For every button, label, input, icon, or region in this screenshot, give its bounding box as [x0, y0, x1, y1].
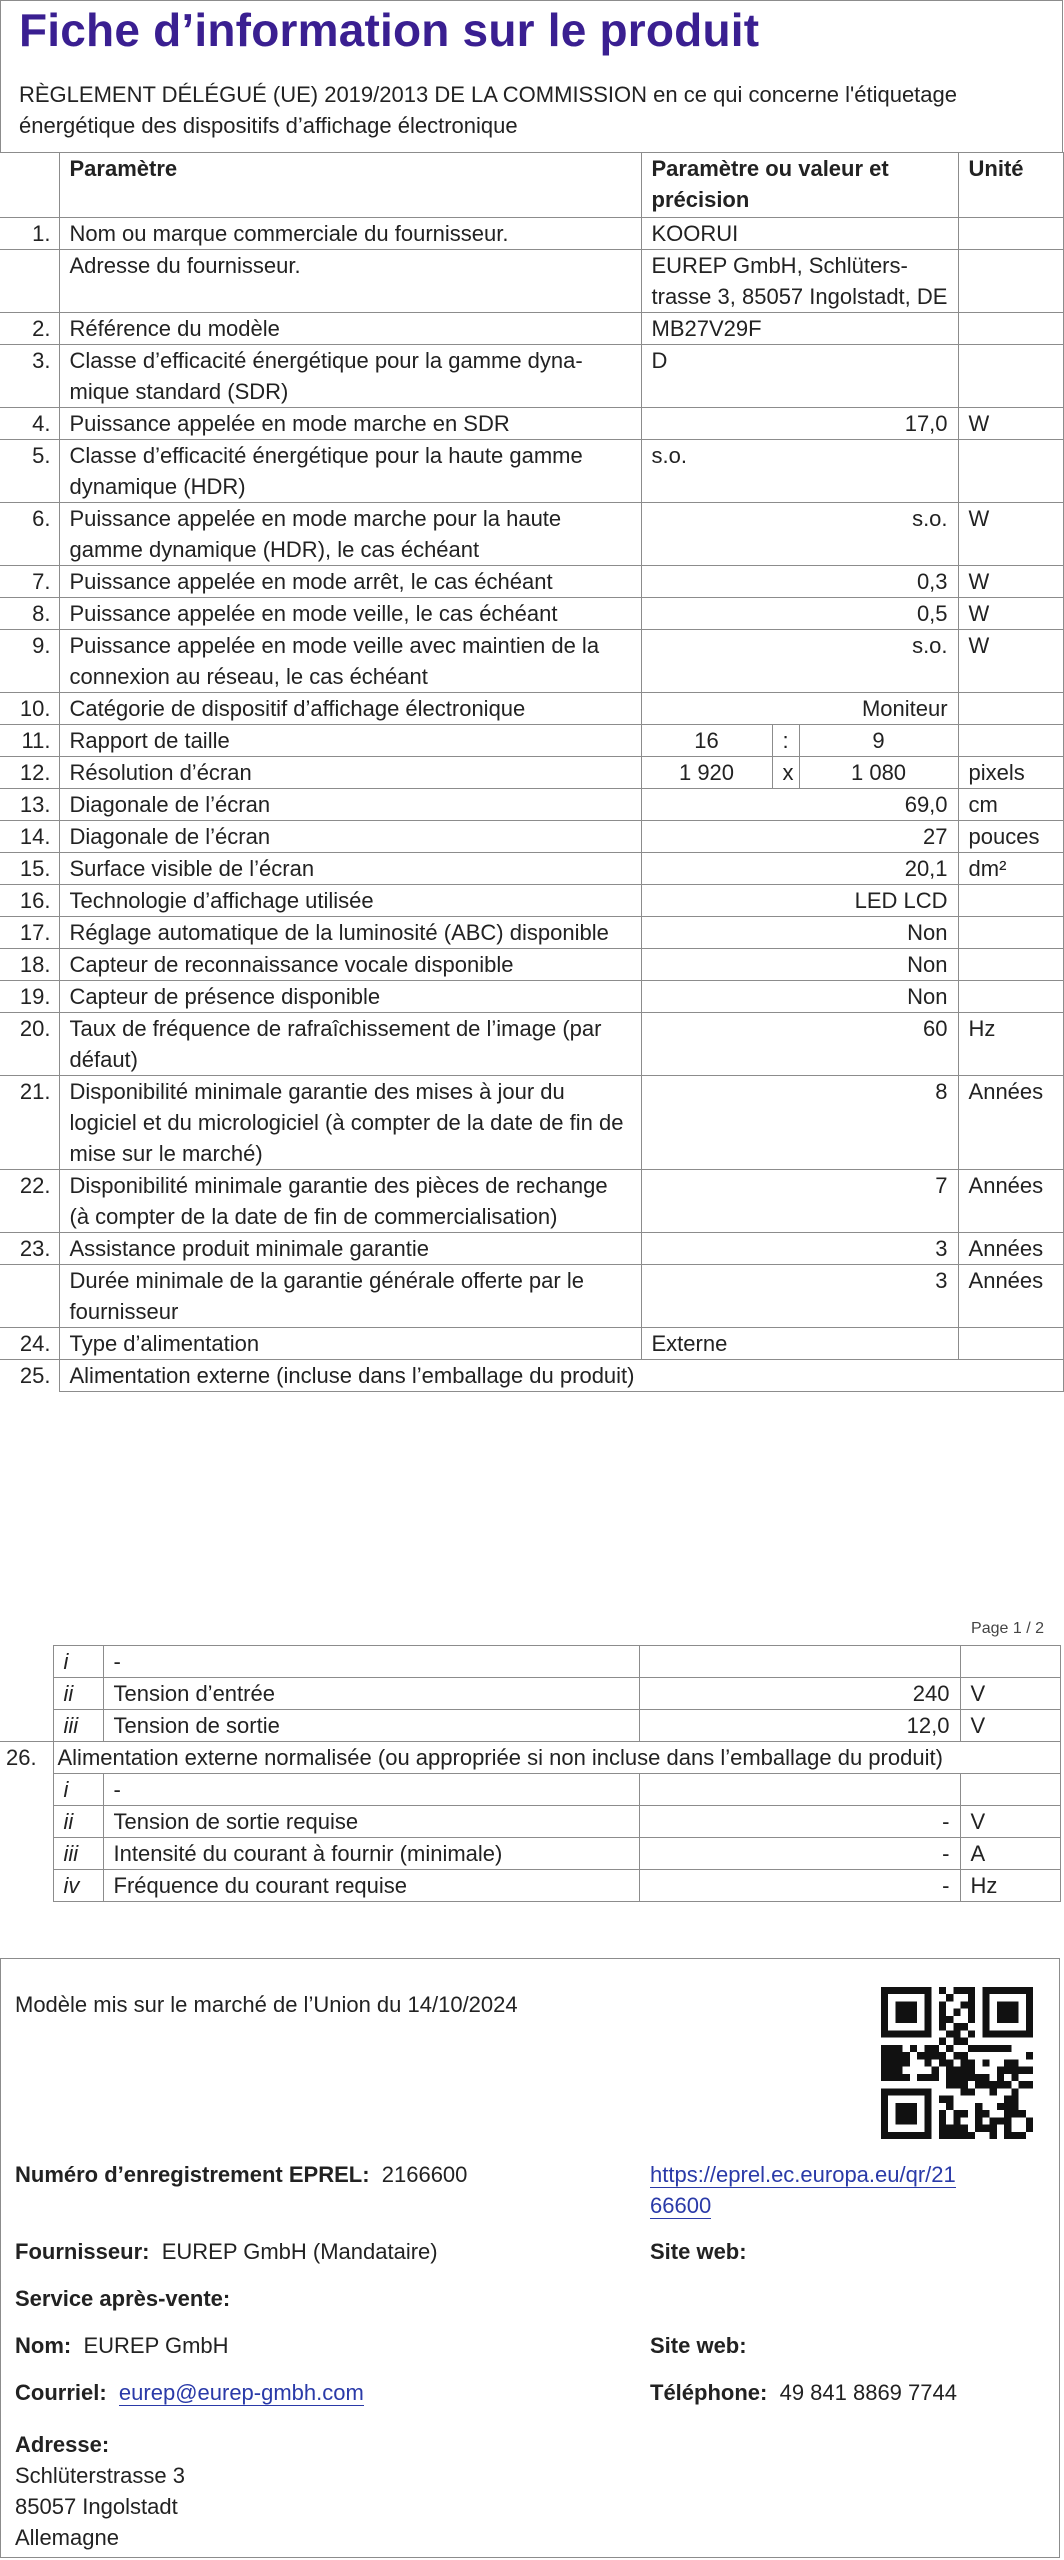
- table-row: [0, 345, 1063, 408]
- row-number: 9.: [0, 630, 59, 693]
- qr-code[interactable]: [881, 1987, 1033, 2139]
- market-date: Modèle mis sur le marché de l’Union du 14/10/2024: [15, 1992, 518, 2017]
- psu-subindex: ii: [53, 1806, 103, 1838]
- row-unit: [958, 440, 1063, 503]
- psu-param: -: [103, 1646, 639, 1678]
- row-number: 1.: [0, 218, 59, 250]
- psu-indent: [0, 1838, 53, 1870]
- row-param: Assistance produit minimale garantie: [59, 1233, 641, 1265]
- table-row: [0, 630, 1063, 693]
- header-unit: Unité: [958, 153, 1063, 218]
- row-number: 13.: [0, 789, 59, 821]
- row-unit: Années: [958, 1233, 1063, 1265]
- psu-value: -: [639, 1870, 960, 1902]
- psu-subindex: iii: [53, 1838, 103, 1870]
- row-unit: [958, 725, 1063, 757]
- row-number: 6.: [0, 503, 59, 566]
- psu-indent: [0, 1870, 53, 1902]
- row-number: 8.: [0, 598, 59, 630]
- email-line: [15, 2377, 364, 2408]
- row-number: 5.: [0, 440, 59, 503]
- service-heading: [15, 2283, 230, 2314]
- eprel-link-line-2[interactable]: 66600: [650, 2193, 712, 2218]
- psu-value: -: [639, 1806, 960, 1838]
- table-row: [0, 949, 1063, 981]
- psu-row: [0, 1678, 1060, 1710]
- row-unit: dm²: [958, 853, 1063, 885]
- row-param: Diagonale de l’écran: [59, 789, 641, 821]
- row-param: Classe d’efficacité énergétique pour la haute gamme dynamique (HDR): [59, 440, 641, 503]
- address-line-2: 85057 Ingolstadt: [15, 2494, 178, 2519]
- phone-value: 49 841 8869 7744: [779, 2380, 957, 2405]
- row-param: Puissance appelée en mode veille avec maintien de la connexion au réseau, le cas échéant: [59, 630, 641, 693]
- row-param: Puissance appelée en mode veille, le cas échéant: [59, 598, 641, 630]
- row-number: 26.: [0, 1742, 53, 1774]
- row-unit: [958, 885, 1063, 917]
- table-row: [0, 440, 1063, 503]
- page-number: Page 1 / 2: [971, 1620, 1044, 1637]
- row-unit: [958, 693, 1063, 725]
- table-row: [0, 1170, 1063, 1233]
- row-unit: [958, 250, 1063, 313]
- row-unit: [958, 218, 1063, 250]
- row-number: 25.: [0, 1360, 59, 1392]
- row-value: 7: [641, 1170, 958, 1233]
- row-param: Disponibilité minimale garantie des mises à jour du logiciel et du micrologiciel (à compter de la date de fin de mise sur le marché): [59, 1076, 641, 1170]
- table-row: [0, 821, 1063, 853]
- table-row: [0, 503, 1063, 566]
- row-param: Puissance appelée en mode marche en SDR: [59, 408, 641, 440]
- row-unit: [958, 345, 1063, 408]
- row-number: 20.: [0, 1013, 59, 1076]
- row-param: Diagonale de l’écran: [59, 821, 641, 853]
- supplier-website: [650, 2236, 747, 2267]
- psu-subindex: i: [53, 1646, 103, 1678]
- row-param: Réglage automatique de la luminosité (ABC) disponible: [59, 917, 641, 949]
- table-row: [0, 408, 1063, 440]
- psu-subindex: iv: [53, 1870, 103, 1902]
- row-value: s.o.: [641, 503, 958, 566]
- psu-indent: [0, 1806, 53, 1838]
- psu-unit: Hz: [960, 1870, 1060, 1902]
- row-number: 16.: [0, 885, 59, 917]
- row-param: Catégorie de dispositif d’affichage électronique: [59, 693, 641, 725]
- table-row: [0, 789, 1063, 821]
- table-row-26: [0, 1742, 1060, 1774]
- row-number: 24.: [0, 1328, 59, 1360]
- website-label-2: Site web:: [650, 2333, 747, 2358]
- psu-param: Intensité du courant à fournir (minimale): [103, 1838, 639, 1870]
- psu-unit: A: [960, 1838, 1060, 1870]
- regulation-subtitle: RÈGLEMENT DÉLÉGUÉ (UE) 2019/2013 DE LA COMMISSION en ce qui concerne l'étiquetage énergétique des dispositifs d’affichage électronique: [19, 82, 957, 138]
- row-number: 14.: [0, 821, 59, 853]
- eprel-number: 2166600: [381, 2162, 468, 2187]
- eprel-label: Numéro d’enregistrement EPREL:: [15, 2162, 370, 2187]
- row-unit: Années: [958, 1076, 1063, 1170]
- row-unit: pixels: [958, 757, 1063, 789]
- row-unit: pouces: [958, 821, 1063, 853]
- eprel-link-line-1[interactable]: https://eprel.ec.europa.eu/qr/21: [650, 2162, 956, 2187]
- page-title: Fiche d’information sur le produit: [19, 4, 760, 56]
- row-number: [0, 250, 59, 313]
- psu-value: -: [639, 1838, 960, 1870]
- psu-indent: [0, 1678, 53, 1710]
- table-row: [0, 853, 1063, 885]
- row-value: 3: [641, 1265, 958, 1328]
- row-unit: [958, 981, 1063, 1013]
- supplier-value: EUREP GmbH (Mandataire): [161, 2239, 438, 2264]
- row-value-sep: :: [772, 725, 799, 757]
- row-number: 22.: [0, 1170, 59, 1233]
- psu-unit: [960, 1774, 1060, 1806]
- row-value: 20,1: [641, 853, 958, 885]
- row-number: 7.: [0, 566, 59, 598]
- psu-row: [0, 1646, 1060, 1678]
- table-row: [0, 1265, 1063, 1328]
- row-param: Disponibilité minimale garantie des pièces de rechange (à compter de la date de fin de commercialisation): [59, 1170, 641, 1233]
- row-number: 19.: [0, 981, 59, 1013]
- row-unit: [958, 313, 1063, 345]
- psu-unit: V: [960, 1678, 1060, 1710]
- row-value: Moniteur: [641, 693, 958, 725]
- row-value: 8: [641, 1076, 958, 1170]
- row-param: Type d’alimentation: [59, 1328, 641, 1360]
- row-value: Non: [641, 981, 958, 1013]
- document-header: [0, 0, 1063, 152]
- table-row: [0, 1233, 1063, 1265]
- psu-unit: [960, 1646, 1060, 1678]
- row-unit: W: [958, 408, 1063, 440]
- row-number: 4.: [0, 408, 59, 440]
- row-unit: W: [958, 566, 1063, 598]
- row-unit: cm: [958, 789, 1063, 821]
- row-unit: Hz: [958, 1013, 1063, 1076]
- row-number: 11.: [0, 725, 59, 757]
- row-value: MB27V29F: [641, 313, 958, 345]
- header-param: Paramètre: [59, 153, 641, 218]
- psu-row: [0, 1806, 1060, 1838]
- row-value: 17,0: [641, 408, 958, 440]
- row-25-label: Alimentation externe (incluse dans l’emballage du produit): [59, 1360, 1063, 1392]
- row-value: D: [641, 345, 958, 408]
- eprel-line: [15, 2159, 467, 2190]
- table-row: [0, 1328, 1063, 1360]
- table-row: [0, 1076, 1063, 1170]
- table-header-row: [0, 153, 1063, 218]
- row-value: 27: [641, 821, 958, 853]
- psu-row: [0, 1710, 1060, 1742]
- row-param: Référence du modèle: [59, 313, 641, 345]
- row-unit: [958, 949, 1063, 981]
- row-26-label: Alimentation externe normalisée (ou appropriée si non incluse dans l’emballage du produit): [53, 1742, 1060, 1774]
- row-param: Durée minimale de la garantie générale offerte par le fournisseur: [59, 1265, 641, 1328]
- psu-value: [639, 1646, 960, 1678]
- address-line-3: Allemagne: [15, 2525, 119, 2550]
- table-row: [0, 598, 1063, 630]
- row-unit: Années: [958, 1170, 1063, 1233]
- row-param: Classe d’efficacité énergétique pour la gamme dynamique standard (SDR): [59, 345, 641, 408]
- service-website: [650, 2330, 747, 2361]
- table-row-25: [0, 1360, 1063, 1392]
- row-value: EUREP GmbH, Schlüterstrasse 3, 85057 Ingolstadt, DE: [641, 250, 958, 313]
- row-param: Puissance appelée en mode arrêt, le cas échéant: [59, 566, 641, 598]
- psu-row: [0, 1838, 1060, 1870]
- psu-indent: [0, 1774, 53, 1806]
- psu-value: 240: [639, 1678, 960, 1710]
- phone-label: Téléphone:: [650, 2380, 768, 2405]
- table-row: [0, 218, 1063, 250]
- eprel-link[interactable]: [650, 2159, 956, 2221]
- table-row: [0, 885, 1063, 917]
- row-value: s.o.: [641, 630, 958, 693]
- table-row: [0, 725, 1063, 757]
- psu-row: [0, 1774, 1060, 1806]
- row-param: Adresse du fournisseur.: [59, 250, 641, 313]
- row-number: 21.: [0, 1076, 59, 1170]
- row-unit: W: [958, 598, 1063, 630]
- row-param: Puissance appelée en mode marche pour la haute gamme dynamique (HDR), le cas échéant: [59, 503, 641, 566]
- psu-value: 12,0: [639, 1710, 960, 1742]
- row-unit: [958, 1328, 1063, 1360]
- address-line-1: Schlüterstrasse 3: [15, 2463, 185, 2488]
- row-value-a: 16: [641, 725, 772, 757]
- name-label: Nom:: [15, 2333, 72, 2358]
- row-value: KOORUI: [641, 218, 958, 250]
- row-param: Nom ou marque commerciale du fournisseur.: [59, 218, 641, 250]
- row-value: 69,0: [641, 789, 958, 821]
- row-value: Externe: [641, 1328, 958, 1360]
- table-row: [0, 693, 1063, 725]
- psu-row: [0, 1870, 1060, 1902]
- footer-panel: [0, 1958, 1060, 2558]
- psu-param: Fréquence du courant requise: [103, 1870, 639, 1902]
- table-row: [0, 313, 1063, 345]
- row-param: Surface visible de l’écran: [59, 853, 641, 885]
- row-value: LED LCD: [641, 885, 958, 917]
- supplier-line: [15, 2236, 438, 2267]
- row-value: s.o.: [641, 440, 958, 503]
- row-number: [0, 1265, 59, 1328]
- email-link[interactable]: eurep@eurep-gmbh.com: [118, 2380, 364, 2405]
- row-number: 23.: [0, 1233, 59, 1265]
- row-unit: [958, 917, 1063, 949]
- external-psu-table: [0, 1645, 1061, 1902]
- header-value: Paramètre ou valeur et précision: [641, 153, 958, 218]
- table-row: [0, 981, 1063, 1013]
- service-name-line: [15, 2330, 229, 2361]
- psu-param: -: [103, 1774, 639, 1806]
- row-unit: Années: [958, 1265, 1063, 1328]
- row-param: Technologie d’affichage utilisée: [59, 885, 641, 917]
- table-row: [0, 757, 1063, 789]
- row-param: Rapport de taille: [59, 725, 641, 757]
- name-value: EUREP GmbH: [83, 2333, 229, 2358]
- row-value-b: 1 080: [799, 757, 958, 789]
- row-number: 10.: [0, 693, 59, 725]
- service-label: Service après-vente:: [15, 2286, 231, 2311]
- psu-value: [639, 1774, 960, 1806]
- address-label: Adresse:: [15, 2432, 110, 2457]
- row-number: 3.: [0, 345, 59, 408]
- row-value-b: 9: [799, 725, 958, 757]
- row-number: 15.: [0, 853, 59, 885]
- psu-unit: V: [960, 1806, 1060, 1838]
- psu-subindex: iii: [53, 1710, 103, 1742]
- product-info-table: [0, 152, 1064, 1392]
- website-label: Site web:: [650, 2239, 747, 2264]
- row-value-sep: x: [772, 757, 799, 789]
- row-number: 17.: [0, 917, 59, 949]
- psu-param: Tension d’entrée: [103, 1678, 639, 1710]
- address-block: [15, 2429, 185, 2553]
- table-row: [0, 250, 1063, 313]
- row-unit: W: [958, 503, 1063, 566]
- row-value: Non: [641, 917, 958, 949]
- row-value: 3: [641, 1233, 958, 1265]
- phone-line: [650, 2377, 957, 2408]
- psu-indent: [0, 1646, 53, 1678]
- table-row: [0, 566, 1063, 598]
- psu-param: Tension de sortie requise: [103, 1806, 639, 1838]
- row-number: 2.: [0, 313, 59, 345]
- supplier-label: Fournisseur:: [15, 2239, 150, 2264]
- psu-subindex: ii: [53, 1678, 103, 1710]
- row-value: 0,5: [641, 598, 958, 630]
- psu-subindex: i: [53, 1774, 103, 1806]
- email-label: Courriel:: [15, 2380, 107, 2405]
- table-row: [0, 917, 1063, 949]
- row-value: 60: [641, 1013, 958, 1076]
- psu-indent: [0, 1710, 53, 1742]
- row-unit: W: [958, 630, 1063, 693]
- row-value: 0,3: [641, 566, 958, 598]
- row-number: 18.: [0, 949, 59, 981]
- psu-unit: V: [960, 1710, 1060, 1742]
- row-param: Taux de fréquence de rafraîchissement de l’image (par défaut): [59, 1013, 641, 1076]
- psu-param: Tension de sortie: [103, 1710, 639, 1742]
- row-number: 12.: [0, 757, 59, 789]
- row-param: Capteur de reconnaissance vocale disponible: [59, 949, 641, 981]
- row-param: Capteur de présence disponible: [59, 981, 641, 1013]
- row-value: Non: [641, 949, 958, 981]
- row-value-a: 1 920: [641, 757, 772, 789]
- table-row: [0, 1013, 1063, 1076]
- row-param: Résolution d’écran: [59, 757, 641, 789]
